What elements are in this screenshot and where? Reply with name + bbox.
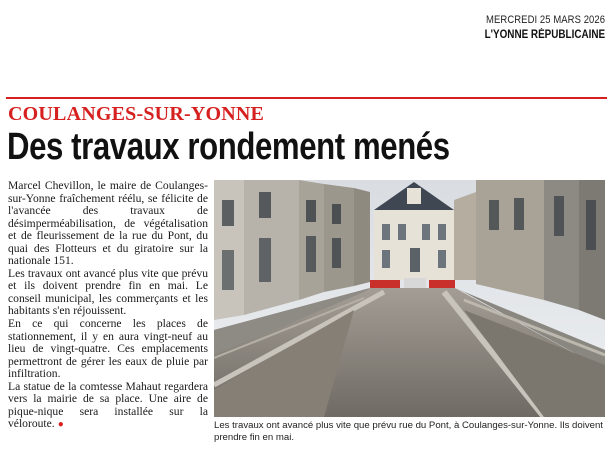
article-body [8,180,208,432]
article-headline: Des travaux rondement menés [7,126,450,168]
publication-header [465,14,605,42]
publication-date: MERCREDI 25 MARS 2026 [485,14,605,26]
publication-name: L'YONNE RÉPUBLICAINE [484,28,605,41]
article-paragraph: Les travaux ont avancé plus vite que prévu et ils doivent prendre fin en mai. Le conseil municipal, les commerçants et les habitants s'en réjouissent. [8,266,208,318]
article-paragraph: En ce qui concerne les places de stationnement, il y en aura vingt-neuf au lieu de vingt-quatre. Ces emplacements permettront de gérer les eaux de pluie par infiltration. [8,317,208,381]
street-works-photo [214,180,605,417]
kicker-rule [6,97,607,99]
photo-caption: Les travaux ont avancé plus vite que prévu rue du Pont, à Coulanges-sur-Yonne. Ils doivent prendre fin en mai. [214,420,603,443]
article-photo [214,180,605,417]
end-mark: ● [57,419,64,431]
article-paragraph: Marcel Chevillon, le maire de Coulanges-sur-Yonne fraîchement réélu, se félicite de l'avancée des travaux de désimperméabilisation, de végétalisation et de fleurissement de la rue du Pont, du quai des Flotteurs et du giratoire sur la nationale 151. [8,179,208,268]
article-paragraph [8,381,208,432]
article-kicker: COULANGES-SUR-YONNE [8,103,265,125]
article-paragraph-text: La statue de la comtesse Mahaut regardera vers la mairie de sa place. Une aire de pique-nique sera installée sur la véloroute. [8,379,208,431]
